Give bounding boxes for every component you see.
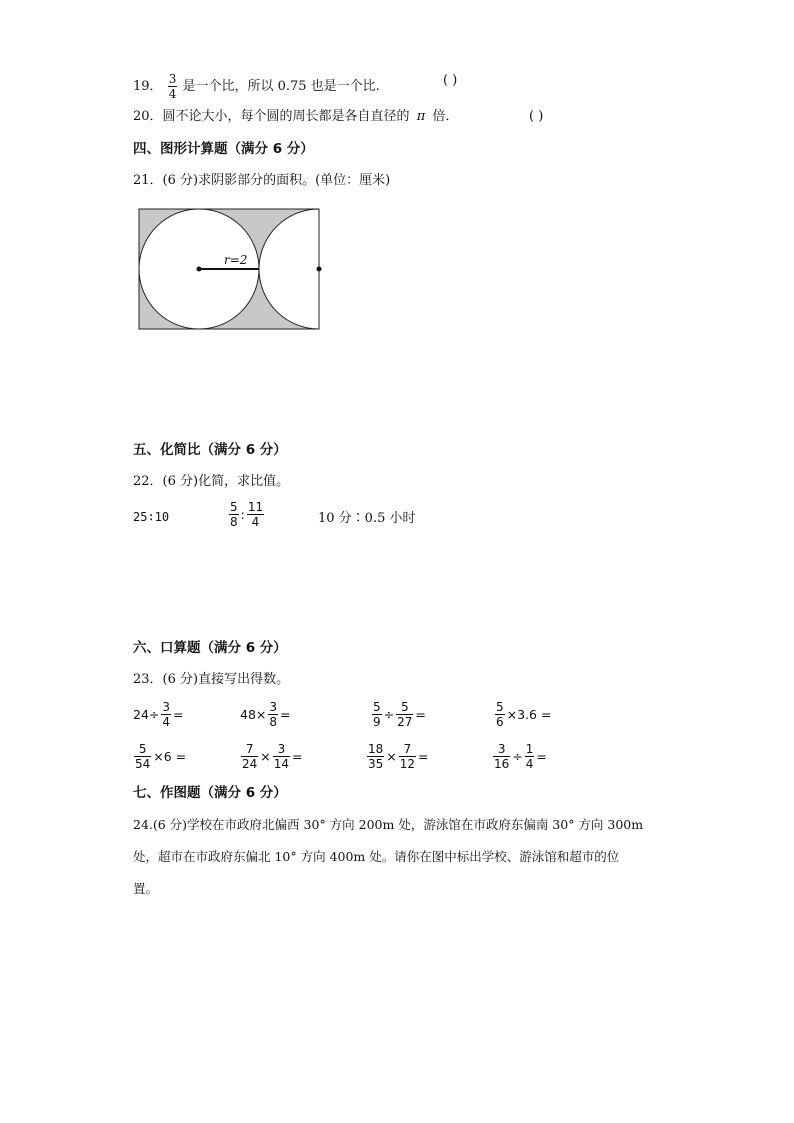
operator: × <box>386 749 397 764</box>
numerator: 5 <box>134 742 151 757</box>
question-24-line-2: 处，超市在市政府东偏北 10° 方向 400m 处。请你在图中标出学校、游泳馆和超市的位 <box>133 849 620 864</box>
numerator: 5 <box>396 700 413 715</box>
operator: × <box>260 749 271 764</box>
fraction <box>399 742 416 771</box>
question-number: 19． <box>133 79 163 94</box>
expr-suffix: = <box>280 707 291 722</box>
denominator: 6 <box>496 715 504 729</box>
fraction <box>161 700 171 729</box>
denominator: 27 <box>397 715 413 729</box>
question-text: 20．圆不论大小，每个圆的周长都是各自直径的 <box>133 109 410 124</box>
question-24-line-1: 24.(6 分)学校在市政府北偏西 30° 方向 200m 处，游泳馆在市政府东偏南 30° 方向 300m <box>133 817 644 832</box>
fraction <box>372 700 382 729</box>
denominator: 4 <box>525 757 534 771</box>
fraction <box>525 742 535 771</box>
expr-prefix: 24÷ <box>133 707 160 722</box>
fraction <box>268 700 278 729</box>
pi-symbol: π <box>416 109 426 124</box>
center-point <box>197 267 202 272</box>
expr-suffix: = <box>536 749 547 764</box>
numerator: 11 <box>247 500 264 514</box>
numerator: 3 <box>273 742 290 757</box>
question-20 <box>133 108 458 126</box>
expr-suffix: = <box>418 749 429 764</box>
question-22: 22．(6 分)化简，求比值。 <box>133 474 290 489</box>
numerator: 18 <box>368 742 384 756</box>
question-24-line-3: 置。 <box>133 881 159 896</box>
question-text-end: 倍． <box>432 109 459 124</box>
ratio-a: 25∶10 <box>133 510 170 524</box>
fraction <box>134 742 151 771</box>
section-title: 四、图形计算题（满分 6 分） <box>133 141 314 157</box>
denominator: 8 <box>269 715 278 729</box>
calc-item <box>133 742 186 771</box>
semicircle-center-point <box>317 267 322 272</box>
expr-prefix: 48× <box>240 707 267 722</box>
denominator: 54 <box>135 757 151 771</box>
numerator: 3 <box>269 700 278 714</box>
numerator: 7 <box>399 742 416 757</box>
denominator: 4 <box>162 715 171 729</box>
expr-suffix: ×6 = <box>153 749 187 764</box>
denominator: 8 <box>230 515 238 529</box>
numerator: 5 <box>230 500 238 514</box>
fraction <box>495 700 505 729</box>
calc-item <box>366 742 429 771</box>
question-21: 21．(6 分)求阴影部分的面积。(单位：厘米) <box>133 173 391 188</box>
fraction <box>247 500 264 529</box>
denominator: 4 <box>168 87 177 101</box>
denominator: 9 <box>373 715 381 729</box>
expr-suffix: = <box>415 707 426 722</box>
fraction <box>273 742 290 771</box>
section-title: 五、化简比（满分 6 分） <box>133 442 287 458</box>
calc-item <box>133 700 184 729</box>
numerator: 3 <box>168 72 177 86</box>
calc-item <box>371 700 426 729</box>
fraction <box>241 742 258 771</box>
denominator: 14 <box>273 757 290 771</box>
fraction <box>396 700 413 729</box>
ratio-b <box>228 500 265 529</box>
expr-suffix: = <box>292 749 303 764</box>
numerator: 7 <box>241 742 258 757</box>
calc-item <box>494 700 551 729</box>
operator: ÷ <box>383 707 395 722</box>
denominator: 24 <box>242 757 258 771</box>
fraction <box>229 500 239 529</box>
fraction <box>168 72 178 101</box>
denominator: 12 <box>399 757 416 771</box>
fraction <box>493 742 510 771</box>
ratio-c: 10 分∶0.5 小时 <box>318 511 416 526</box>
expr-suffix: = <box>173 707 184 722</box>
numerator: 5 <box>496 700 504 714</box>
operator: ÷ <box>512 749 523 764</box>
answer-paren[interactable]: ( ) <box>443 73 458 88</box>
denominator: 35 <box>368 757 384 771</box>
answer-paren[interactable]: ( ) <box>529 109 544 124</box>
calc-item <box>240 742 303 771</box>
section-title: 七、作图题（满分 6 分） <box>133 785 287 801</box>
expr-suffix: ×3.6 = <box>506 707 552 722</box>
numerator: 3 <box>493 742 510 757</box>
section-title: 六、口算题（满分 6 分） <box>133 640 287 656</box>
question-text: 是一个比，所以 0.75 也是一个比. <box>182 79 380 94</box>
fraction <box>367 742 384 771</box>
shaded-area-figure <box>136 206 326 332</box>
denominator: 16 <box>494 757 510 771</box>
ratio-colon: : <box>240 507 245 522</box>
radius-label: r=2 <box>224 253 248 267</box>
denominator: 4 <box>251 515 260 529</box>
calc-item <box>240 700 291 729</box>
question-23: 23．(6 分)直接写出得数。 <box>133 672 290 687</box>
numerator: 1 <box>525 742 534 756</box>
question-19 <box>133 72 380 101</box>
numerator: 5 <box>373 700 381 714</box>
numerator: 3 <box>162 700 171 714</box>
calc-item <box>492 742 547 771</box>
